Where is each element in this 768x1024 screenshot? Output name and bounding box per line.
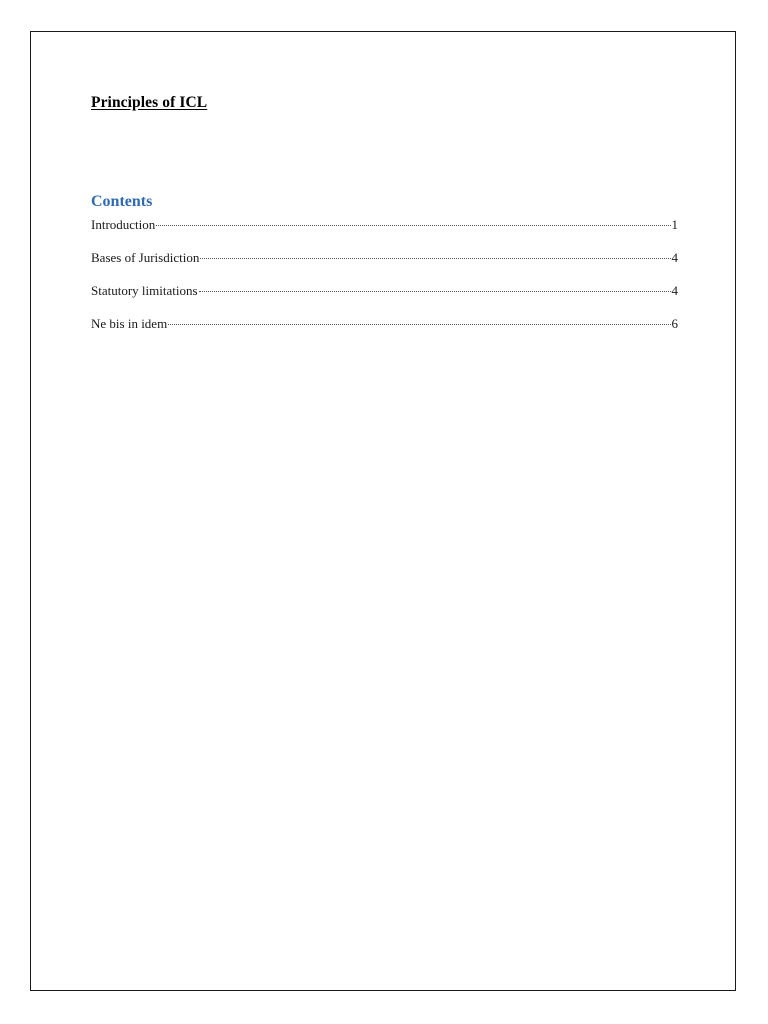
toc-entry-page-number: 4 (671, 250, 678, 265)
toc-entry-ne-bis-in-idem[interactable] (91, 316, 678, 349)
toc-entry-label: Statutory limitations (91, 283, 198, 298)
toc-entry-introduction[interactable] (91, 217, 678, 250)
table-of-contents (91, 217, 678, 349)
toc-dot-leader (200, 258, 670, 259)
toc-dot-leader (156, 225, 670, 226)
toc-entry-label: Introduction (91, 217, 156, 232)
toc-entry-page-number: 4 (671, 283, 678, 298)
document-title: Principles of ICL (91, 94, 208, 111)
toc-dot-leader (199, 291, 671, 292)
toc-entry-page-number: 1 (671, 217, 678, 232)
document-page (30, 31, 736, 991)
toc-entry-page-number: 6 (671, 316, 678, 331)
toc-entry-label: Bases of Jurisdiction (91, 250, 200, 265)
toc-dot-leader (168, 324, 670, 325)
toc-heading: Contents (91, 193, 153, 210)
toc-entry-bases-of-jurisdiction[interactable] (91, 250, 678, 283)
toc-entry-statutory-limitations[interactable] (91, 283, 678, 316)
toc-entry-label: Ne bis in idem (91, 316, 168, 331)
